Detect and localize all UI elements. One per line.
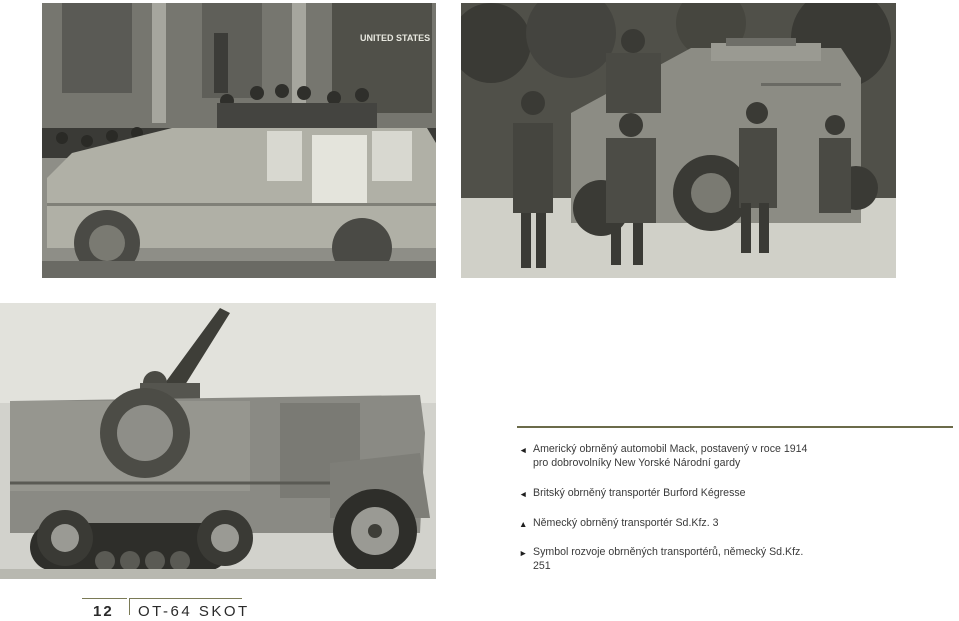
burford-kegresse-photo (461, 3, 896, 278)
caption-mack (519, 443, 819, 470)
caption-text: Americký obrněný automobil Mack, postavený v roce 1914 pro dobrovolníky New Yorské Národní gardy (533, 443, 808, 469)
book-title: OT-64 SKOT (138, 603, 250, 620)
mack-armored-car-photo (42, 3, 436, 278)
footer-rule (82, 598, 127, 599)
sign-text: UNITED STATES (360, 33, 431, 43)
page-number: 12 (93, 603, 114, 620)
footer-rule (130, 598, 242, 599)
photo-mack-armored-car (42, 3, 436, 278)
caption-sdkfz3 (519, 517, 819, 531)
footer-separator (129, 598, 130, 615)
caption-text: Německý obrněný transportér Sd.Kfz. 3 (533, 516, 719, 529)
caption-divider-rule (517, 426, 953, 428)
arrow-left-icon: ◄ (519, 489, 528, 499)
caption-sdkfz251 (519, 546, 819, 573)
arrow-left-icon: ◄ (519, 445, 528, 455)
caption-text: Symbol rozvoje obrněných transportérů, německý Sd.Kfz. 251 (533, 546, 804, 572)
photo-burford-kegresse (461, 3, 896, 278)
arrow-up-icon: ▲ (519, 518, 528, 529)
caption-burford (519, 487, 819, 501)
photo-sdkfz3 (0, 303, 436, 579)
caption-list (519, 443, 819, 589)
sdkfz3-halftrack-photo (0, 303, 436, 579)
caption-text: Britský obrněný transportér Burford Kégresse (533, 487, 746, 499)
arrow-right-icon: ► (519, 548, 528, 558)
